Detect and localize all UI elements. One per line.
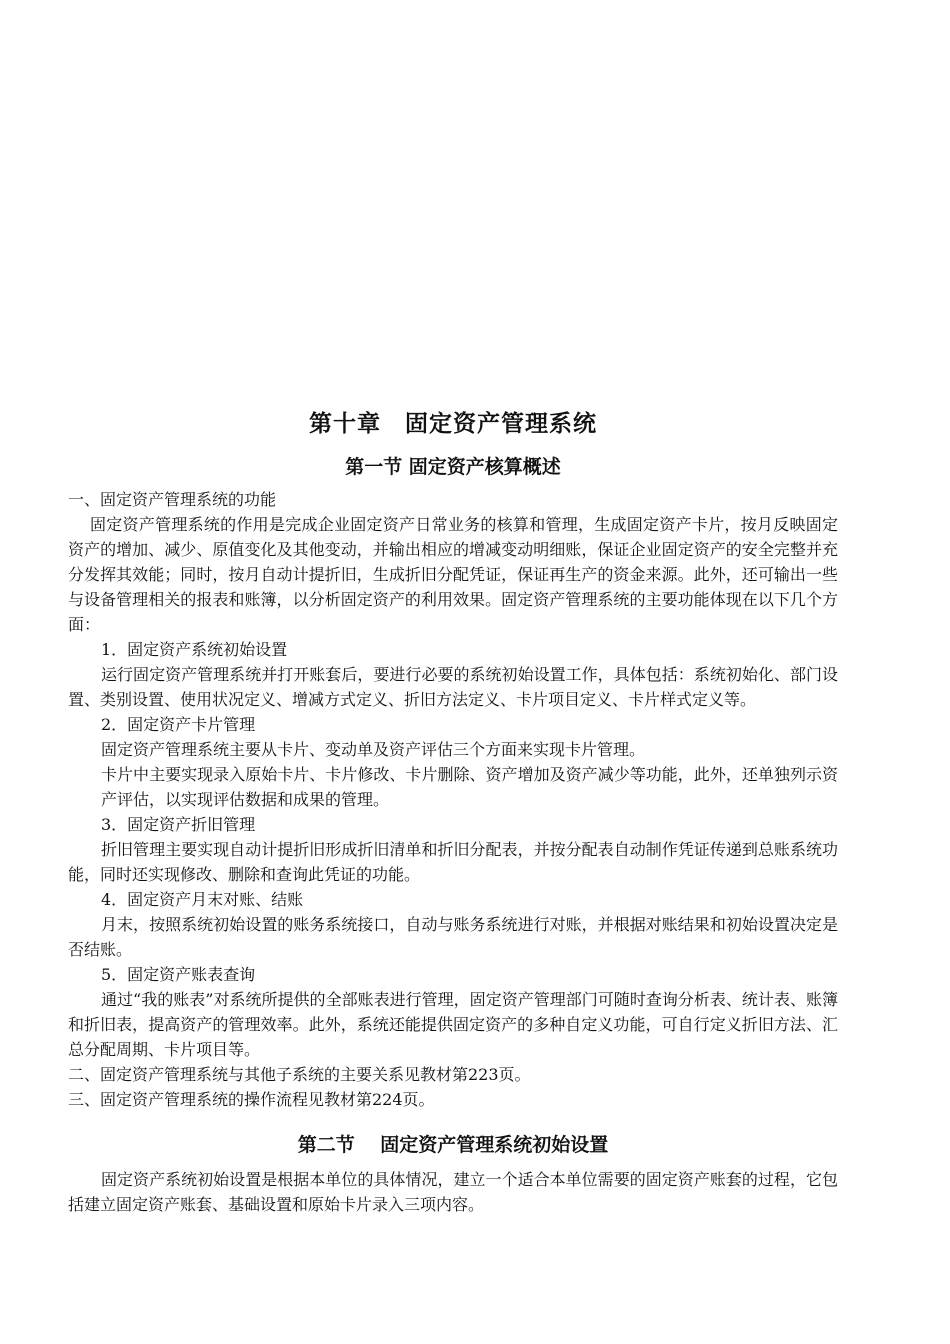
item-title-5: 5．固定资产账表查询 <box>101 965 256 984</box>
heading-workflow: 三、固定资产管理系统的操作流程见教材第224页。 <box>68 1090 435 1109</box>
item-title-3: 3．固定资产折旧管理 <box>101 815 256 834</box>
item-text-2b: 卡片中主要实现录入原始卡片、卡片修改、卡片删除、资产增加及资产减少等功能，此外，还单独列示资产评估，以实现评估数据和成果的管理。 <box>101 765 838 809</box>
item-text-5: 通过“我的账表”对系统所提供的全部账表进行管理，固定资产管理部门可随时查询分析表、统计表、账簿和折旧表，提高资产的管理效率。此外，系统还能提供固定资产的多种自定义功能，可自行定义折旧方法、汇总分配周期、卡片项目等。 <box>68 990 838 1059</box>
item-text-3: 折旧管理主要实现自动计提折旧形成折旧清单和折旧分配表，并按分配表自动制作凭证传递到总账系统功能，同时还实现修改、删除和查询此凭证的功能。 <box>68 840 838 884</box>
heading-functions: 一、固定资产管理系统的功能 <box>68 490 277 509</box>
section-title: 第一节 固定资产核算概述 <box>345 456 561 478</box>
document-page <box>68 405 838 1217</box>
item-title-1: 1．固定资产系统初始设置 <box>101 640 288 659</box>
intro-paragraph: 固定资产管理系统的作用是完成企业固定资产日常业务的核算和管理，生成固定资产卡片，按月反映固定资产的增加、减少、原值变化及其他变动，并输出相应的增减变动明细账，保证企业固定资产的安全完整并充分发挥其效能；同时，按月自动计提折旧，生成折旧分配凭证，保证再生产的资金来源。此外，还可输出一些与设备管理相关的报表和账簿，以分析固定资产的利用效果。固定资产管理系统的主要功能体现在以下几个方面： <box>68 515 838 634</box>
item-title-2: 2．固定资产卡片管理 <box>101 715 256 734</box>
chapter-title: 第十章 固定资产管理系统 <box>309 411 597 437</box>
item-title-4: 4．固定资产月末对账、结账 <box>101 890 304 909</box>
heading-relations: 二、固定资产管理系统与其他子系统的主要关系见教材第223页。 <box>68 1065 531 1084</box>
item-text-4: 月末，按照系统初始设置的账务系统接口，自动与账务系统进行对账，并根据对账结果和初始设置决定是否结账。 <box>68 915 838 959</box>
item-text-2a: 固定资产管理系统主要从卡片、变动单及资产评估三个方面来实现卡片管理。 <box>101 740 646 759</box>
item-text-1: 运行固定资产管理系统并打开账套后，要进行必要的系统初始设置工作，具体包括：系统初始化、部门设置、类别设置、使用状况定义、增减方式定义、折旧方法定义、卡片项目定义、卡片样式定义等。 <box>68 665 838 709</box>
section2-paragraph: 固定资产系统初始设置是根据本单位的具体情况，建立一个适合本单位需要的固定资产账套的过程，它包括建立固定资产账套、基础设置和原始卡片录入三项内容。 <box>68 1170 838 1214</box>
section-title-2: 第二节 固定资产管理系统初始设置 <box>297 1134 609 1156</box>
